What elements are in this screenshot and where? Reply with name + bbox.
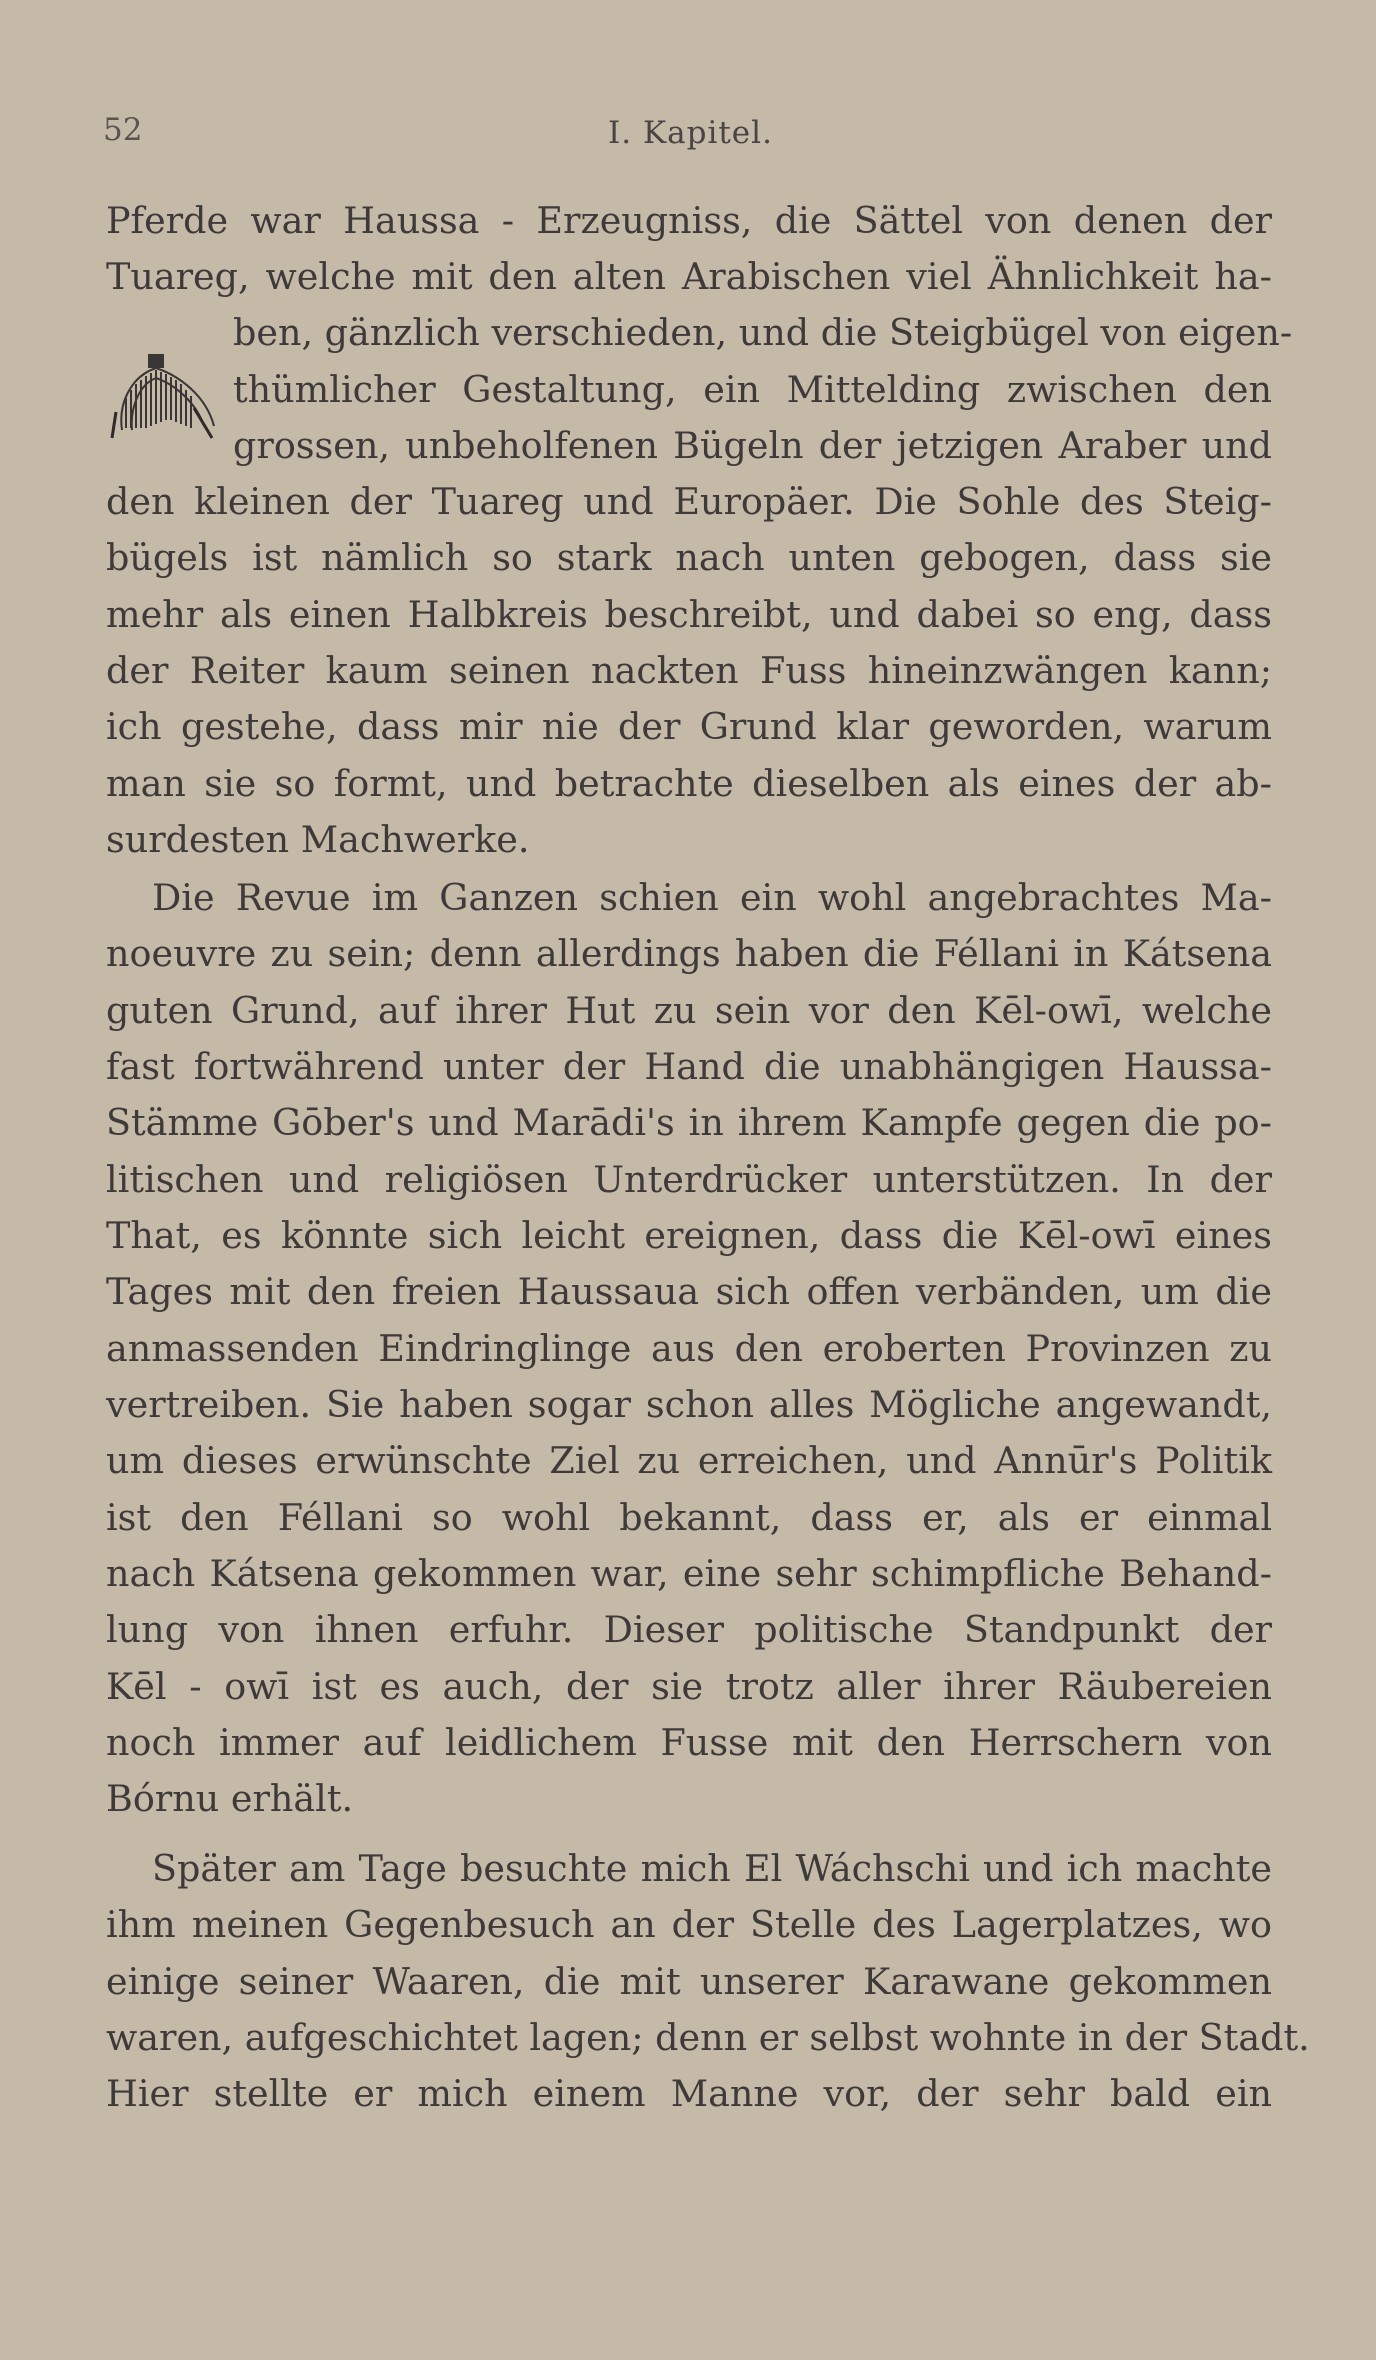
text-line: Später am Tage besuchte mich El Wáchschi und ich machte xyxy=(152,1847,1272,1890)
text-line: noeuvre zu sein; denn allerdings haben die Féllani in Kátsena xyxy=(106,932,1272,975)
page-number: 52 xyxy=(103,112,143,148)
text-line: thümlicher Gestaltung, ein Mittelding zwischen den xyxy=(233,368,1272,411)
running-title: I. Kapitel. xyxy=(608,115,773,151)
text-line: surdesten Machwerke. xyxy=(106,818,530,861)
text-line: mehr als einen Halbkreis beschreibt, und dabei so eng, dass xyxy=(106,593,1272,636)
text-line: ben, gänzlich verschieden, und die Steigbügel von eigen- xyxy=(233,311,1293,354)
text-line: noch immer auf leidlichem Fusse mit den Herrschern von xyxy=(106,1721,1272,1764)
stirrup-illustration-icon xyxy=(108,342,220,442)
text-line: man sie so formt, und betrachte dieselben als eines der ab- xyxy=(106,762,1272,805)
text-line: Tages mit den freien Haussaua sich offen verbänden, um die xyxy=(106,1270,1272,1313)
text-line: grossen, unbeholfenen Bügeln der jetzigen Araber und xyxy=(233,424,1272,467)
text-line: litischen und religiösen Unterdrücker unterstützen. In der xyxy=(106,1158,1272,1201)
text-line: Kēl - owī ist es auch, der sie trotz aller ihrer Räubereien xyxy=(106,1665,1272,1708)
text-line: guten Grund, auf ihrer Hut zu sein vor den Kēl-owī, welche xyxy=(106,989,1272,1032)
text-line: Stämme Gōber's und Marādi's in ihrem Kampfe gegen die po- xyxy=(106,1101,1272,1144)
text-line: waren, aufgeschichtet lagen; denn er selbst wohnte in der Stadt. xyxy=(106,2016,1310,2059)
text-line: der Reiter kaum seinen nackten Fuss hineinzwängen kann; xyxy=(106,649,1272,692)
text-line: ihm meinen Gegenbesuch an der Stelle des Lagerplatzes, wo xyxy=(106,1903,1272,1946)
text-line: Tuareg, welche mit den alten Arabischen viel Ähnlichkeit ha- xyxy=(106,255,1272,298)
text-line: Hier stellte er mich einem Manne vor, der sehr bald ein xyxy=(106,2072,1272,2115)
text-line: einige seiner Waaren, die mit unserer Karawane gekommen xyxy=(106,1960,1272,2003)
text-line: Bórnu erhält. xyxy=(106,1777,354,1820)
text-line: Pferde war Haussa - Erzeugniss, die Sättel von denen der xyxy=(106,199,1272,242)
text-line: That, es könnte sich leicht ereignen, dass die Kēl-owī eines xyxy=(106,1214,1272,1257)
text-line: vertreiben. Sie haben sogar schon alles Mögliche angewandt, xyxy=(106,1383,1272,1426)
text-line: den kleinen der Tuareg und Europäer. Die Sohle des Steig- xyxy=(106,480,1272,523)
text-line: nach Kátsena gekommen war, eine sehr schimpfliche Behand- xyxy=(106,1552,1272,1595)
text-line: Die Revue im Ganzen schien ein wohl angebrachtes Ma- xyxy=(152,876,1272,919)
text-line: ich gestehe, dass mir nie der Grund klar geworden, warum xyxy=(106,705,1272,748)
text-line: bügels ist nämlich so stark nach unten gebogen, dass sie xyxy=(106,536,1272,579)
text-line: um dieses erwünschte Ziel zu erreichen, und Annūr's Politik xyxy=(106,1439,1272,1482)
text-line: fast fortwährend unter der Hand die unabhängigen Haussa- xyxy=(106,1045,1272,1088)
text-line: ist den Féllani so wohl bekannt, dass er, als er einmal xyxy=(106,1496,1272,1539)
text-line: lung von ihnen erfuhr. Dieser politische Standpunkt der xyxy=(106,1608,1272,1651)
text-line: anmassenden Eindringlinge aus den eroberten Provinzen zu xyxy=(106,1327,1272,1370)
